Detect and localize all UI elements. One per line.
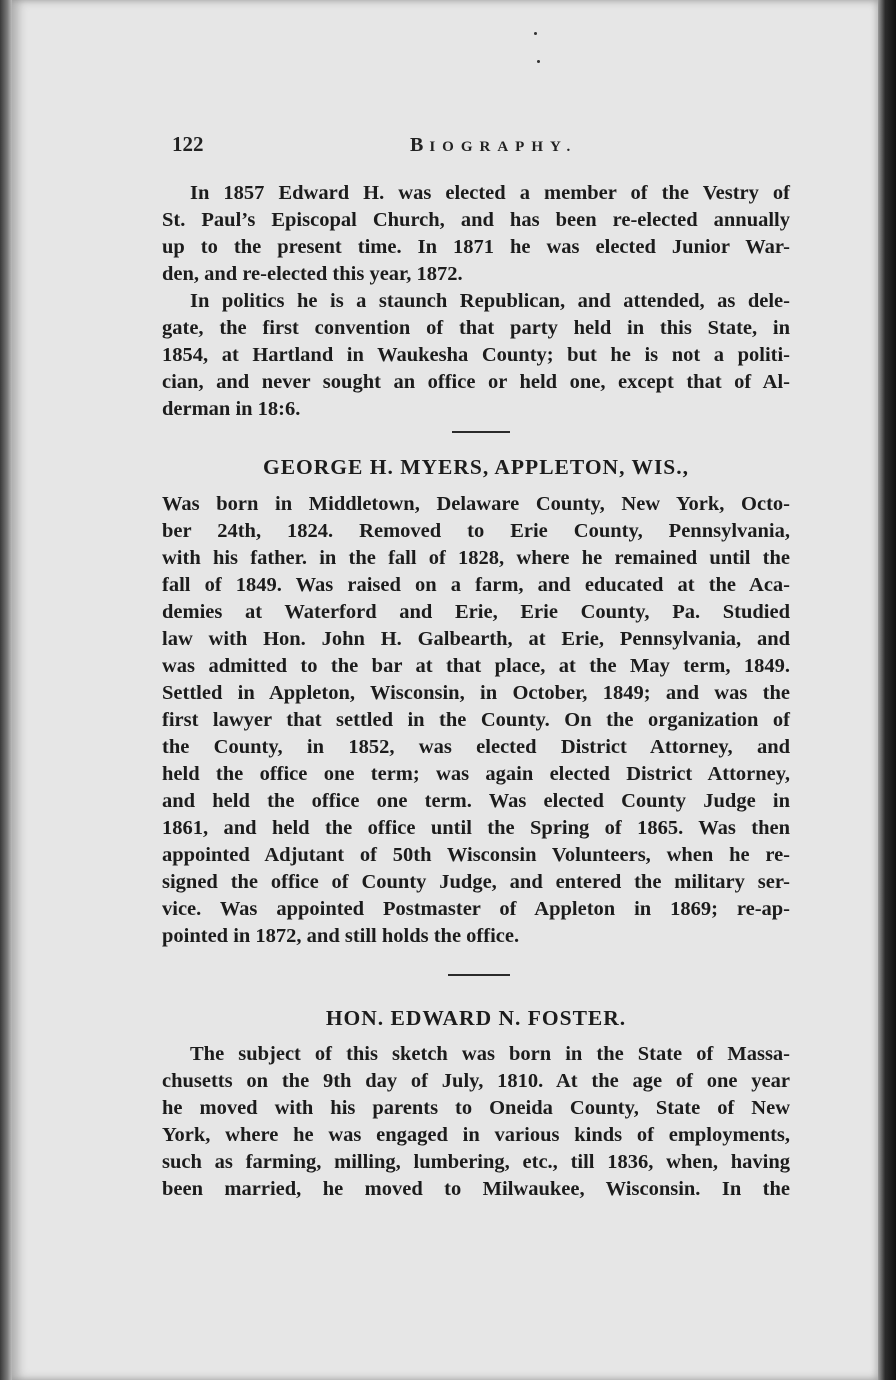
text-line: fall of 1849. Was raised on a farm, and educated at the Aca- xyxy=(162,574,790,596)
text-line: ber 24th, 1824. Removed to Erie County, Pennsylvania, xyxy=(162,520,790,542)
text-line: 1854, at Hartland in Waukesha County; but he is not a politi- xyxy=(162,344,790,366)
text-line: cian, and never sought an office or held one, except that of Al- xyxy=(162,371,790,393)
text-line: law with Hon. John H. Galbearth, at Erie, Pennsylvania, and xyxy=(162,628,790,650)
text-line: 1861, and held the office until the Spring of 1865. Was then xyxy=(162,817,790,839)
text-line: gate, the first convention of that party held in this State, in xyxy=(162,317,790,339)
text-line: first lawyer that settled in the County. On the organization of xyxy=(162,709,790,731)
text-line: The subject of this sketch was born in the State of Massa- xyxy=(190,1043,790,1065)
text-line: pointed in 1872, and still holds the office. xyxy=(162,925,520,947)
speck xyxy=(537,60,540,63)
text-line: and held the office one term. Was elected County Judge in xyxy=(162,790,790,812)
section-heading-myers: GEORGE H. MYERS, APPLETON, WIS., xyxy=(262,455,690,479)
section-divider xyxy=(448,974,510,976)
text-line: such as farming, milling, lumbering, etc., till 1836, when, having xyxy=(162,1151,790,1173)
text-line: den, and re-elected this year, 1872. xyxy=(162,263,463,285)
text-line: York, where he was engaged in various kinds of employments, xyxy=(162,1124,790,1146)
text-line: derman in 18:6. xyxy=(162,398,301,420)
text-line: held the office one term; was again elected District Attorney, xyxy=(162,763,790,785)
page-number: 122 xyxy=(172,132,204,156)
book-binding-edge xyxy=(0,0,12,1380)
text-line: St. Paul’s Episcopal Church, and has been re-elected annually xyxy=(162,209,790,231)
running-head-rest: IOGRAPHY. xyxy=(429,139,578,155)
text-line: with his father. in the fall of 1828, where he remained until the xyxy=(162,547,790,569)
text-line: the County, in 1852, was elected District Attorney, and xyxy=(162,736,790,758)
section-foster-paragraph xyxy=(162,1041,790,1203)
text-line: chusetts on the 9th day of July, 1810. At the age of one year xyxy=(162,1070,790,1092)
speck xyxy=(534,32,537,35)
section-divider xyxy=(452,431,510,433)
text-line: signed the office of County Judge, and entered the military ser- xyxy=(162,871,790,893)
text-line: Settled in Appleton, Wisconsin, in October, 1849; and was the xyxy=(162,682,790,704)
text-line: he moved with his parents to Oneida County, State of New xyxy=(162,1097,790,1119)
text-line: In 1857 Edward H. was elected a member of the Vestry of xyxy=(190,182,790,204)
section-heading-foster: HON. EDWARD N. FOSTER. xyxy=(325,1006,627,1030)
page-right-edge xyxy=(878,0,896,1380)
section-myers-paragraph xyxy=(162,491,790,950)
text-line: Was born in Middletown, Delaware County, New York, Octo- xyxy=(162,493,790,515)
text-line: been married, he moved to Milwaukee, Wisconsin. In the xyxy=(162,1178,790,1200)
text-line: appointed Adjutant of 50th Wisconsin Volunteers, when he re- xyxy=(162,844,790,866)
running-head-capital: B xyxy=(410,134,430,156)
section-vestry-paragraphs xyxy=(162,180,790,423)
text-line: vice. Was appointed Postmaster of Appleton in 1869; re-ap- xyxy=(162,898,790,920)
text-line: up to the present time. In 1871 he was elected Junior War- xyxy=(162,236,790,258)
text-line: was admitted to the bar at that place, at the May term, 1849. xyxy=(162,655,790,677)
text-line: In politics he is a staunch Republican, and attended, as dele- xyxy=(190,290,790,312)
running-head xyxy=(410,134,577,157)
text-line: demies at Waterford and Erie, Erie County, Pa. Studied xyxy=(162,601,790,623)
